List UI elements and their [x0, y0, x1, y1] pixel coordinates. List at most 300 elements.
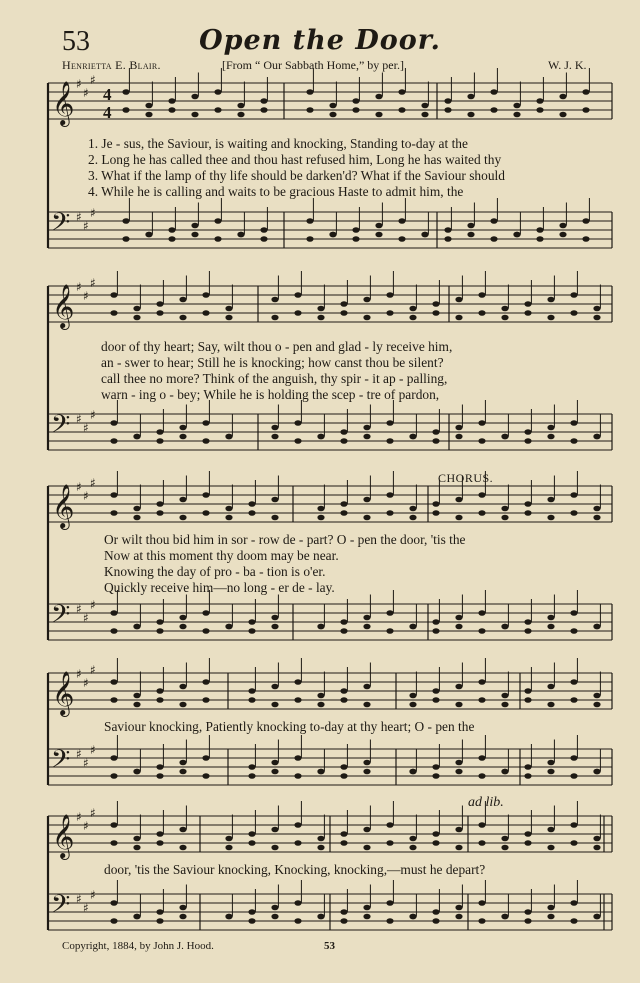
note-head — [110, 628, 117, 634]
note-head — [478, 510, 485, 516]
note-head — [432, 438, 439, 444]
note-head — [467, 223, 474, 229]
note-head — [398, 236, 405, 242]
note-head — [340, 909, 347, 915]
note-head — [547, 624, 554, 630]
note-head — [570, 510, 577, 516]
note-head — [271, 315, 278, 321]
note-head — [409, 693, 416, 699]
note-head — [133, 306, 140, 312]
note-head — [593, 506, 600, 512]
note-head — [340, 831, 347, 837]
note-head — [455, 315, 462, 321]
note-head — [317, 515, 324, 521]
note-head — [478, 492, 485, 498]
note-head — [294, 755, 301, 761]
ad-lib-marking: ad lib. — [468, 795, 504, 810]
sharp-sign: ♯ — [90, 598, 96, 612]
note-head — [271, 769, 278, 775]
note-head — [191, 232, 198, 238]
note-head — [363, 845, 370, 851]
note-head — [214, 107, 221, 113]
note-head — [363, 497, 370, 503]
note-head — [478, 292, 485, 298]
note-head — [524, 831, 531, 837]
note-head — [432, 619, 439, 625]
note-head — [179, 434, 186, 440]
note-head — [593, 515, 600, 521]
note-head — [490, 218, 497, 224]
sharp-sign: ♯ — [83, 86, 89, 100]
note-head — [444, 107, 451, 113]
note-head — [271, 760, 278, 766]
note-head — [432, 510, 439, 516]
note-head — [225, 624, 232, 630]
sharp-sign: ♯ — [90, 206, 96, 220]
note-head — [191, 94, 198, 100]
note-head — [202, 510, 209, 516]
note-head — [455, 769, 462, 775]
note-head — [237, 112, 244, 118]
note-head — [455, 497, 462, 503]
note-head — [432, 764, 439, 770]
note-head — [248, 510, 255, 516]
note-head — [110, 420, 117, 426]
note-head — [386, 900, 393, 906]
note-head — [501, 506, 508, 512]
note-head — [306, 236, 313, 242]
sharp-sign: ♯ — [76, 747, 82, 761]
note-head — [110, 310, 117, 316]
note-head — [501, 515, 508, 521]
note-head — [248, 764, 255, 770]
note-head — [329, 232, 336, 238]
note-head — [386, 840, 393, 846]
note-head — [409, 624, 416, 630]
note-head — [225, 836, 232, 842]
note-head — [202, 679, 209, 685]
verse-4-line-b: warn - ing o - bey; While he is holding the scep - tre of pardon, — [101, 387, 440, 402]
note-head — [340, 840, 347, 846]
note-head — [524, 918, 531, 924]
note-head — [547, 297, 554, 303]
note-head — [570, 773, 577, 779]
note-head — [501, 434, 508, 440]
note-head — [271, 914, 278, 920]
note-head — [478, 420, 485, 426]
composer-credit: W. J. K. — [548, 58, 587, 72]
note-head — [110, 438, 117, 444]
chorus-line-a: Saviour knocking, Patiently knocking to-day at thy heart; O - pen the — [104, 719, 475, 734]
note-head — [524, 764, 531, 770]
note-head — [501, 315, 508, 321]
note-head — [593, 769, 600, 775]
note-head — [444, 236, 451, 242]
author-credit: Henrietta E. Blair. — [62, 58, 161, 72]
note-head — [294, 900, 301, 906]
note-head — [260, 227, 267, 233]
note-head — [570, 310, 577, 316]
note-head — [202, 438, 209, 444]
note-head — [455, 515, 462, 521]
note-head — [432, 909, 439, 915]
note-head — [214, 236, 221, 242]
note-head — [375, 232, 382, 238]
note-head — [478, 822, 485, 828]
note-head — [363, 624, 370, 630]
note-head — [122, 89, 129, 95]
note-head — [248, 918, 255, 924]
note-head — [340, 918, 347, 924]
note-head — [179, 760, 186, 766]
note-head — [547, 315, 554, 321]
note-head — [432, 918, 439, 924]
note-head — [375, 112, 382, 118]
note-head — [501, 306, 508, 312]
note-head — [432, 697, 439, 703]
note-head — [294, 292, 301, 298]
note-head — [271, 425, 278, 431]
note-head — [547, 702, 554, 708]
note-head — [363, 905, 370, 911]
note-head — [179, 315, 186, 321]
note-head — [559, 223, 566, 229]
note-head — [340, 510, 347, 516]
sharp-sign: ♯ — [76, 810, 82, 824]
note-head — [524, 619, 531, 625]
note-head — [501, 769, 508, 775]
note-head — [386, 610, 393, 616]
note-head — [340, 501, 347, 507]
note-head — [409, 836, 416, 842]
note-head — [202, 697, 209, 703]
note-head — [455, 434, 462, 440]
note-head — [363, 515, 370, 521]
note-head — [386, 310, 393, 316]
note-head — [294, 420, 301, 426]
note-head — [156, 501, 163, 507]
note-head — [340, 697, 347, 703]
note-head — [179, 684, 186, 690]
note-head — [168, 236, 175, 242]
note-head — [271, 905, 278, 911]
note-head — [593, 315, 600, 321]
note-head — [547, 914, 554, 920]
note-head — [156, 764, 163, 770]
note-head — [179, 624, 186, 630]
note-head — [145, 232, 152, 238]
note-head — [478, 755, 485, 761]
note-head — [409, 702, 416, 708]
note-head — [501, 845, 508, 851]
note-head — [156, 628, 163, 634]
sharp-sign: ♯ — [83, 819, 89, 833]
note-head — [248, 501, 255, 507]
note-head — [202, 492, 209, 498]
note-head — [536, 107, 543, 113]
note-head — [271, 497, 278, 503]
note-head — [271, 702, 278, 708]
note-head — [421, 232, 428, 238]
note-head — [432, 773, 439, 779]
note-head — [478, 773, 485, 779]
note-head — [133, 769, 140, 775]
note-head — [179, 702, 186, 708]
note-head — [409, 914, 416, 920]
note-head — [156, 510, 163, 516]
sharp-sign: ♯ — [90, 663, 96, 677]
note-head — [536, 236, 543, 242]
note-head — [225, 315, 232, 321]
note-head — [478, 900, 485, 906]
note-head — [225, 515, 232, 521]
note-head — [179, 905, 186, 911]
note-head — [363, 315, 370, 321]
note-head — [133, 315, 140, 321]
note-head — [524, 628, 531, 634]
note-head — [191, 223, 198, 229]
note-head — [478, 628, 485, 634]
note-head — [179, 497, 186, 503]
note-head — [409, 769, 416, 775]
note-head — [444, 98, 451, 104]
note-head — [386, 628, 393, 634]
note-head — [375, 94, 382, 100]
note-head — [559, 112, 566, 118]
note-head — [363, 827, 370, 833]
note-head — [133, 702, 140, 708]
note-head — [432, 688, 439, 694]
note-head — [513, 103, 520, 109]
note-head — [547, 434, 554, 440]
note-head — [110, 292, 117, 298]
note-head — [110, 773, 117, 779]
note-head — [202, 773, 209, 779]
note-head — [294, 918, 301, 924]
note-head — [570, 628, 577, 634]
note-head — [191, 112, 198, 118]
note-head — [421, 103, 428, 109]
note-head — [501, 693, 508, 699]
note-head — [386, 822, 393, 828]
note-head — [340, 438, 347, 444]
note-head — [133, 914, 140, 920]
note-head — [478, 840, 485, 846]
note-head — [340, 301, 347, 307]
note-head — [582, 218, 589, 224]
note-head — [570, 679, 577, 685]
note-head — [225, 506, 232, 512]
note-head — [409, 515, 416, 521]
note-head — [547, 845, 554, 851]
treble-clef: 𝄞 — [52, 484, 75, 528]
note-head — [375, 223, 382, 229]
note-head — [478, 438, 485, 444]
note-head — [582, 236, 589, 242]
note-head — [340, 310, 347, 316]
note-head — [593, 836, 600, 842]
note-head — [214, 89, 221, 95]
note-head — [593, 693, 600, 699]
treble-clef: 𝄞 — [52, 814, 75, 858]
note-head — [156, 840, 163, 846]
note-head — [455, 845, 462, 851]
bass-staff — [48, 212, 612, 248]
note-head — [513, 232, 520, 238]
note-head — [248, 619, 255, 625]
note-head — [455, 684, 462, 690]
note-head — [478, 610, 485, 616]
note-head — [156, 438, 163, 444]
note-head — [467, 94, 474, 100]
note-head — [156, 619, 163, 625]
note-head — [248, 628, 255, 634]
note-head — [133, 434, 140, 440]
sharp-sign: ♯ — [76, 667, 82, 681]
note-head — [179, 297, 186, 303]
chorus-line-b: door, 'tis the Saviour knocking, Knocking, knocking,—must he depart? — [104, 862, 486, 877]
note-head — [179, 425, 186, 431]
note-head — [409, 315, 416, 321]
note-head — [490, 89, 497, 95]
note-head — [421, 112, 428, 118]
note-head — [260, 98, 267, 104]
note-head — [398, 107, 405, 113]
note-head — [317, 845, 324, 851]
note-head — [248, 688, 255, 694]
note-head — [248, 697, 255, 703]
sharp-sign: ♯ — [76, 892, 82, 906]
treble-clef: 𝄞 — [52, 671, 75, 715]
note-head — [156, 909, 163, 915]
note-head — [110, 697, 117, 703]
note-head — [363, 615, 370, 621]
note-head — [524, 697, 531, 703]
note-head — [386, 292, 393, 298]
note-head — [179, 769, 186, 775]
sharp-sign: ♯ — [83, 611, 89, 625]
note-head — [524, 301, 531, 307]
note-head — [363, 769, 370, 775]
note-head — [386, 510, 393, 516]
note-head — [317, 506, 324, 512]
note-head — [133, 506, 140, 512]
note-head — [432, 831, 439, 837]
note-head — [168, 227, 175, 233]
verse-4-line-a: 4. While he is calling and waits to be gracious Haste to admit him, the — [88, 184, 464, 199]
note-head — [156, 918, 163, 924]
note-head — [593, 434, 600, 440]
note-head — [363, 434, 370, 440]
note-head — [524, 310, 531, 316]
note-head — [409, 845, 416, 851]
note-head — [444, 227, 451, 233]
sharp-sign: ♯ — [83, 219, 89, 233]
verse-3-line-c: Knowing the day of pro - ba - tion is o'er. — [104, 564, 326, 579]
note-head — [455, 905, 462, 911]
note-head — [202, 755, 209, 761]
bass-clef: 𝄢 — [51, 890, 71, 925]
note-head — [145, 103, 152, 109]
note-head — [248, 831, 255, 837]
note-head — [225, 845, 232, 851]
note-head — [547, 497, 554, 503]
note-head — [432, 501, 439, 507]
note-head — [317, 702, 324, 708]
note-head — [455, 624, 462, 630]
note-head — [237, 232, 244, 238]
note-head — [536, 98, 543, 104]
note-head — [536, 227, 543, 233]
note-head — [478, 697, 485, 703]
copyright-notice: Copyright, 1884, by John J. Hood. — [62, 940, 214, 952]
note-head — [248, 773, 255, 779]
bass-clef: 𝄢 — [51, 208, 71, 243]
note-head — [524, 688, 531, 694]
note-head — [340, 429, 347, 435]
note-head — [363, 297, 370, 303]
note-head — [363, 684, 370, 690]
chorus-label: CHORUS. — [438, 471, 494, 485]
note-head — [593, 914, 600, 920]
note-head — [559, 94, 566, 100]
note-head — [156, 429, 163, 435]
note-head — [386, 420, 393, 426]
note-head — [179, 515, 186, 521]
note-head — [490, 236, 497, 242]
note-head — [214, 218, 221, 224]
note-head — [248, 840, 255, 846]
note-head — [363, 760, 370, 766]
note-head — [593, 306, 600, 312]
time-signature-bottom: 4 — [103, 103, 112, 122]
note-head — [156, 831, 163, 837]
note-head — [271, 615, 278, 621]
hymn-title: Open the Door. — [199, 25, 441, 56]
note-head — [570, 420, 577, 426]
note-head — [547, 827, 554, 833]
note-head — [156, 310, 163, 316]
bass-clef: 𝄢 — [51, 410, 71, 445]
treble-clef: 𝄞 — [52, 284, 75, 328]
note-head — [179, 615, 186, 621]
note-head — [317, 836, 324, 842]
note-head — [225, 914, 232, 920]
note-head — [593, 845, 600, 851]
note-head — [524, 840, 531, 846]
note-head — [168, 107, 175, 113]
note-head — [317, 693, 324, 699]
note-head — [513, 112, 520, 118]
note-head — [501, 702, 508, 708]
note-head — [455, 425, 462, 431]
sharp-sign: ♯ — [90, 806, 96, 820]
note-head — [340, 773, 347, 779]
sharp-sign: ♯ — [83, 676, 89, 690]
note-head — [409, 434, 416, 440]
note-head — [455, 914, 462, 920]
note-head — [455, 297, 462, 303]
note-head — [145, 112, 152, 118]
source-credit: [From “ Our Sabbath Home,” by per.] — [222, 58, 404, 72]
note-head — [593, 702, 600, 708]
time-signature-top: 4 — [103, 85, 112, 104]
note-head — [570, 492, 577, 498]
note-head — [133, 693, 140, 699]
sharp-sign: ♯ — [90, 743, 96, 757]
note-head — [202, 310, 209, 316]
note-head — [524, 438, 531, 444]
